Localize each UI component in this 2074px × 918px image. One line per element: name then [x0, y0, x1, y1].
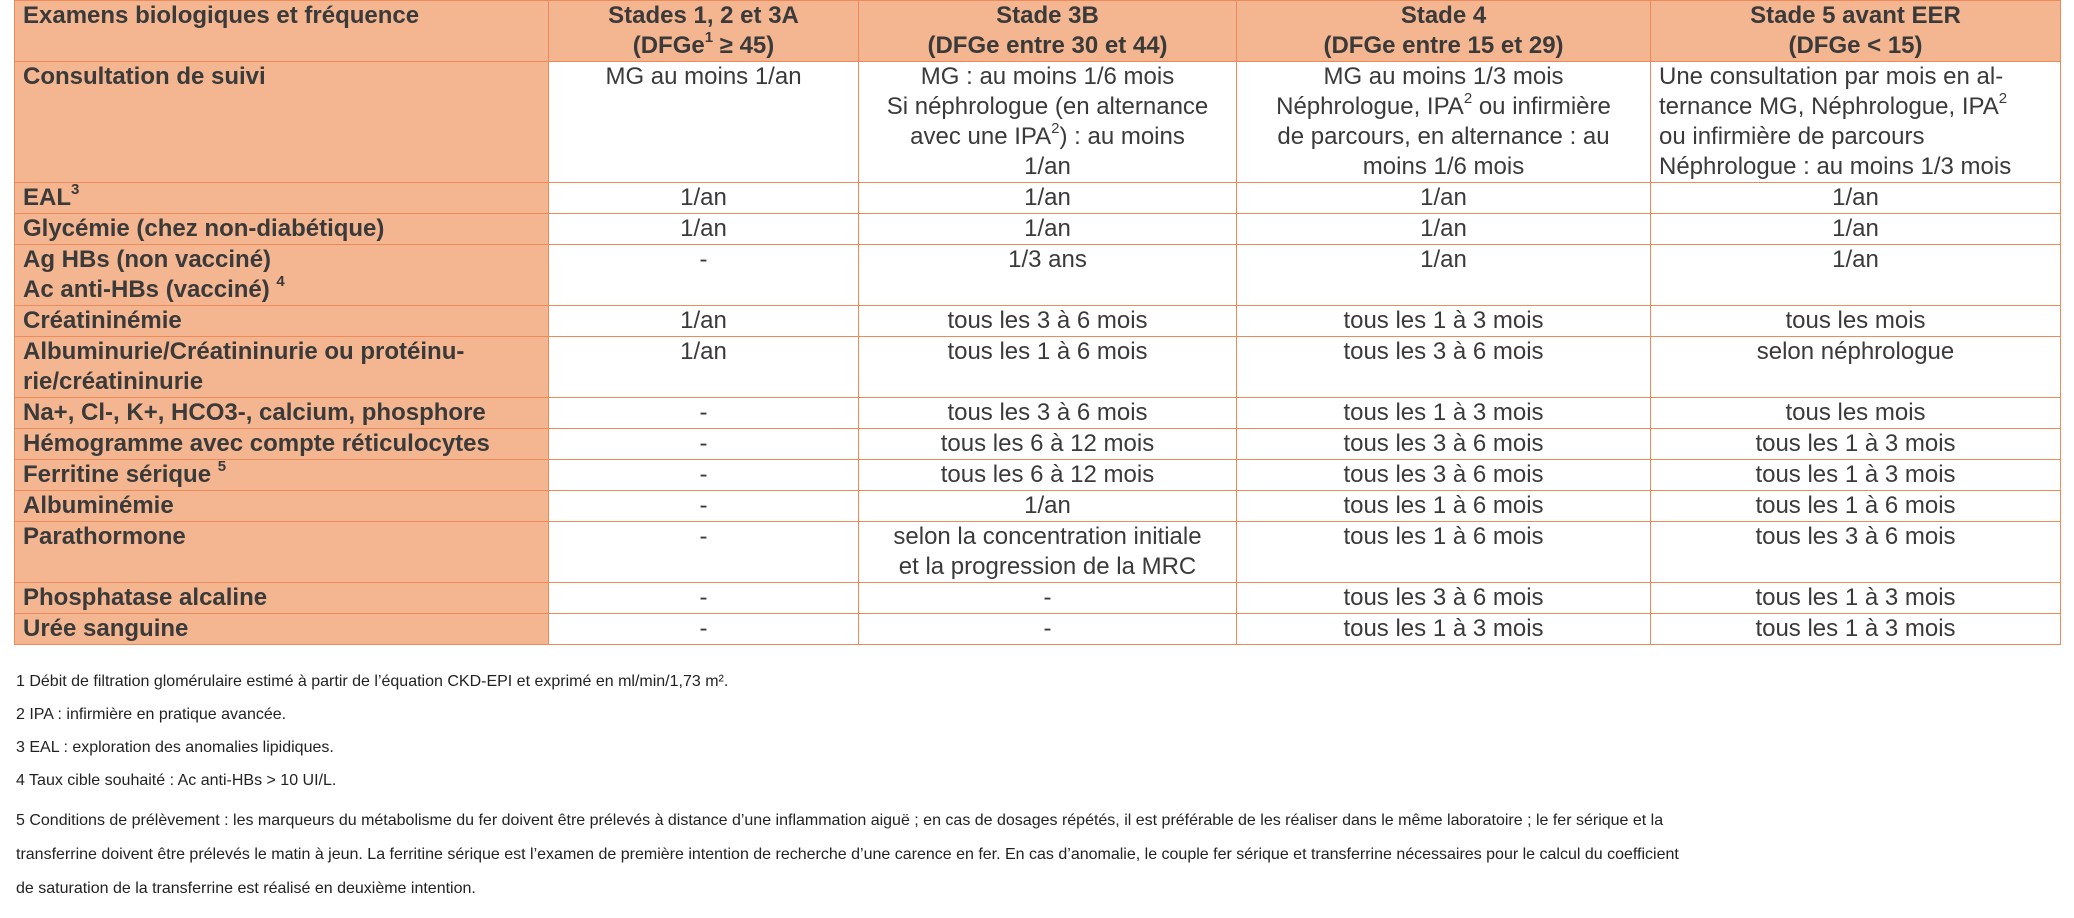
table-cell: 1/an	[1651, 183, 2061, 214]
header-stage-3b-dfg: (DFGe entre 30 et 44)	[927, 32, 1168, 59]
header-row	[15, 1, 2061, 62]
exams-table	[14, 0, 2061, 645]
footnote-ref-2: 2	[1998, 90, 2008, 107]
table-cell: -	[549, 429, 859, 460]
table-row	[15, 62, 2061, 183]
table-cell: tous les 3 à 6 mois	[1651, 522, 2061, 583]
row-label: Ferritine sérique $^5$	[15, 460, 549, 491]
table-cell: 1/an	[549, 183, 859, 214]
row-label: Hémogramme avec compte réticulocytes	[15, 429, 549, 460]
table-cell: tous les 1 à 6 mois	[1651, 491, 2061, 522]
header-stage-5	[1651, 1, 2061, 62]
row-label: Consultation de suivi	[15, 62, 549, 183]
table-cell: tous les 1 à 3 mois	[1651, 460, 2061, 491]
row-label: Albuminémie	[15, 491, 549, 522]
table-cell: tous les 1 à 3 mois	[1237, 398, 1651, 429]
header-stage-4	[1237, 1, 1651, 62]
footnote-ref-3: 3	[71, 181, 80, 198]
row-label: Na+, Cl-, K+, HCO3-, calcium, phosphore	[15, 398, 549, 429]
table-cell: -	[549, 614, 859, 645]
header-stage-1-3a-dfg: (DFGe$^1$ ≥ 45)	[632, 29, 775, 59]
table-cell: tous les 1 à 3 mois	[1237, 306, 1651, 337]
table-cell: -	[549, 245, 859, 306]
footnotes	[16, 672, 2056, 906]
header-stage-5-dfg: (DFGe < 15)	[1788, 32, 1923, 59]
table-row	[15, 522, 2061, 583]
header-stage-5-title: Stade 5 avant EER	[1750, 2, 1961, 29]
table-cell: 1/an	[1651, 245, 2061, 306]
table-row	[15, 214, 2061, 245]
header-exams	[15, 1, 549, 62]
row-label: Phosphatase alcaline	[15, 583, 549, 614]
header-stage-4-title: Stade 4	[1400, 2, 1487, 29]
table-cell: tous les 6 à 12 mois	[859, 429, 1237, 460]
table-cell: tous les 1 à 3 mois	[1651, 429, 2061, 460]
table-cell: tous les 3 à 6 mois	[1237, 583, 1651, 614]
header-stage-1-3a	[549, 1, 859, 62]
table-cell: 1/3 ans	[859, 245, 1237, 306]
table-row	[15, 491, 2061, 522]
table-cell: 1/an	[549, 306, 859, 337]
footnote-2: 2 IPA : infirmière en pratique avancée.	[16, 706, 287, 723]
table-cell: Une consultation par mois en al- ternance MG, Néphrologue, IPA$^2$ ou infirmière de parcours Néphrologue : au moins 1/3 mois	[1651, 62, 2061, 183]
footnote-ref-2: 2	[1463, 90, 1473, 107]
table-row	[15, 614, 2061, 645]
footnote-ref-5: 5	[217, 458, 227, 475]
header-stage-4-dfg: (DFGe entre 15 et 29)	[1323, 32, 1564, 59]
table-cell: selon néphrologue	[1651, 337, 2061, 398]
row-label: Albuminurie/Créatininurie ou protéinu- rie/créatininurie	[15, 337, 549, 398]
table-cell: 1/an	[1237, 183, 1651, 214]
table-container	[14, 0, 2060, 645]
footnote-ref-2: 2	[1051, 120, 1060, 137]
table-cell: tous les 3 à 6 mois	[1237, 429, 1651, 460]
table-cell: -	[859, 583, 1237, 614]
table-row	[15, 429, 2061, 460]
header-stage-3b	[859, 1, 1237, 62]
table-cell: 1/an	[859, 183, 1237, 214]
table-cell: tous les 1 à 3 mois	[1651, 583, 2061, 614]
table-cell: tous les 1 à 6 mois	[1237, 491, 1651, 522]
table-cell: -	[549, 460, 859, 491]
table-cell: tous les mois	[1651, 398, 2061, 429]
table-cell: MG : au moins 1/6 mois Si néphrologue (en alternance avec une IPA$^2$) : au moins 1/an	[859, 62, 1237, 183]
table-cell: tous les mois	[1651, 306, 2061, 337]
table-cell: 1/an	[1237, 214, 1651, 245]
table-cell: 1/an	[1237, 245, 1651, 306]
table-row	[15, 245, 2061, 306]
row-label: Ag HBs (non vacciné) Ac anti-HBs (vacciné) $^4$	[15, 245, 549, 306]
footnote-5: 5 Conditions de prélèvement : les marqueurs du métabolisme du fer doivent être prélevés à distance d’une inflammation aiguë ; en cas de dosages répétés, il est préférable de les réaliser dans le même laboratoire ; le fer sérique et la transferrine doivent être prélevés le matin à jeun. La ferritine sérique est l’examen de première intention de recherche d’une carence en fer. En cas d’anomalie, le couple fer sérique et transferrine nécessaires pour le calcul du coefficient de saturation de la transferrine est réalisé en deuxième intention.	[16, 812, 1679, 897]
table-cell: 1/an	[549, 337, 859, 398]
table-cell: tous les 3 à 6 mois	[859, 306, 1237, 337]
table-cell: tous les 3 à 6 mois	[859, 398, 1237, 429]
row-label: Créatininémie	[15, 306, 549, 337]
table-cell: 1/an	[859, 214, 1237, 245]
footnote-1: 1 Débit de filtration glomérulaire estimé à partir de l’équation CKD-EPI et exprimé en ml/min/1,73 m².	[16, 673, 729, 690]
footnote-ref-1: 1	[704, 29, 714, 46]
table-cell: tous les 3 à 6 mois	[1237, 337, 1651, 398]
table-cell: tous les 1 à 6 mois	[1237, 522, 1651, 583]
table-cell: -	[549, 583, 859, 614]
row-label: EAL$^3$	[15, 183, 549, 214]
header-exams-label: Examens biologiques et fréquence	[23, 2, 420, 29]
table-cell: 1/an	[859, 491, 1237, 522]
table-cell: tous les 3 à 6 mois	[1237, 460, 1651, 491]
row-label: Urée sanguine	[15, 614, 549, 645]
table-cell: -	[549, 491, 859, 522]
table-row	[15, 398, 2061, 429]
table-row	[15, 337, 2061, 398]
table-cell: -	[549, 522, 859, 583]
table-cell: MG au moins 1/3 mois Néphrologue, IPA$^2$ ou infirmière de parcours, en alternance : au moins 1/6 mois	[1237, 62, 1651, 183]
row-label: Parathormone	[15, 522, 549, 583]
header-stage-1-3a-title: Stades 1, 2 et 3A	[608, 2, 799, 29]
table-row	[15, 306, 2061, 337]
table-cell: tous les 1 à 3 mois	[1651, 614, 2061, 645]
table-cell: -	[549, 398, 859, 429]
table-cell: -	[859, 614, 1237, 645]
header-stage-3b-title: Stade 3B	[996, 2, 1099, 29]
table-cell: 1/an	[549, 214, 859, 245]
table-cell: tous les 1 à 3 mois	[1237, 614, 1651, 645]
footnote-4: 4 Taux cible souhaité : Ac anti-HBs > 10 UI/L.	[16, 772, 337, 789]
table-cell: MG au moins 1/an	[549, 62, 859, 183]
table-cell: 1/an	[1651, 214, 2061, 245]
footnote-3: 3 EAL : exploration des anomalies lipidiques.	[16, 739, 334, 756]
table-row	[15, 183, 2061, 214]
footnote-ref-4: 4	[276, 273, 285, 290]
table-cell: tous les 1 à 6 mois	[859, 337, 1237, 398]
table-row	[15, 583, 2061, 614]
table-cell: selon la concentration initiale et la progression de la MRC	[859, 522, 1237, 583]
row-label: Glycémie (chez non-diabétique)	[15, 214, 549, 245]
table-row	[15, 460, 2061, 491]
table-cell: tous les 6 à 12 mois	[859, 460, 1237, 491]
